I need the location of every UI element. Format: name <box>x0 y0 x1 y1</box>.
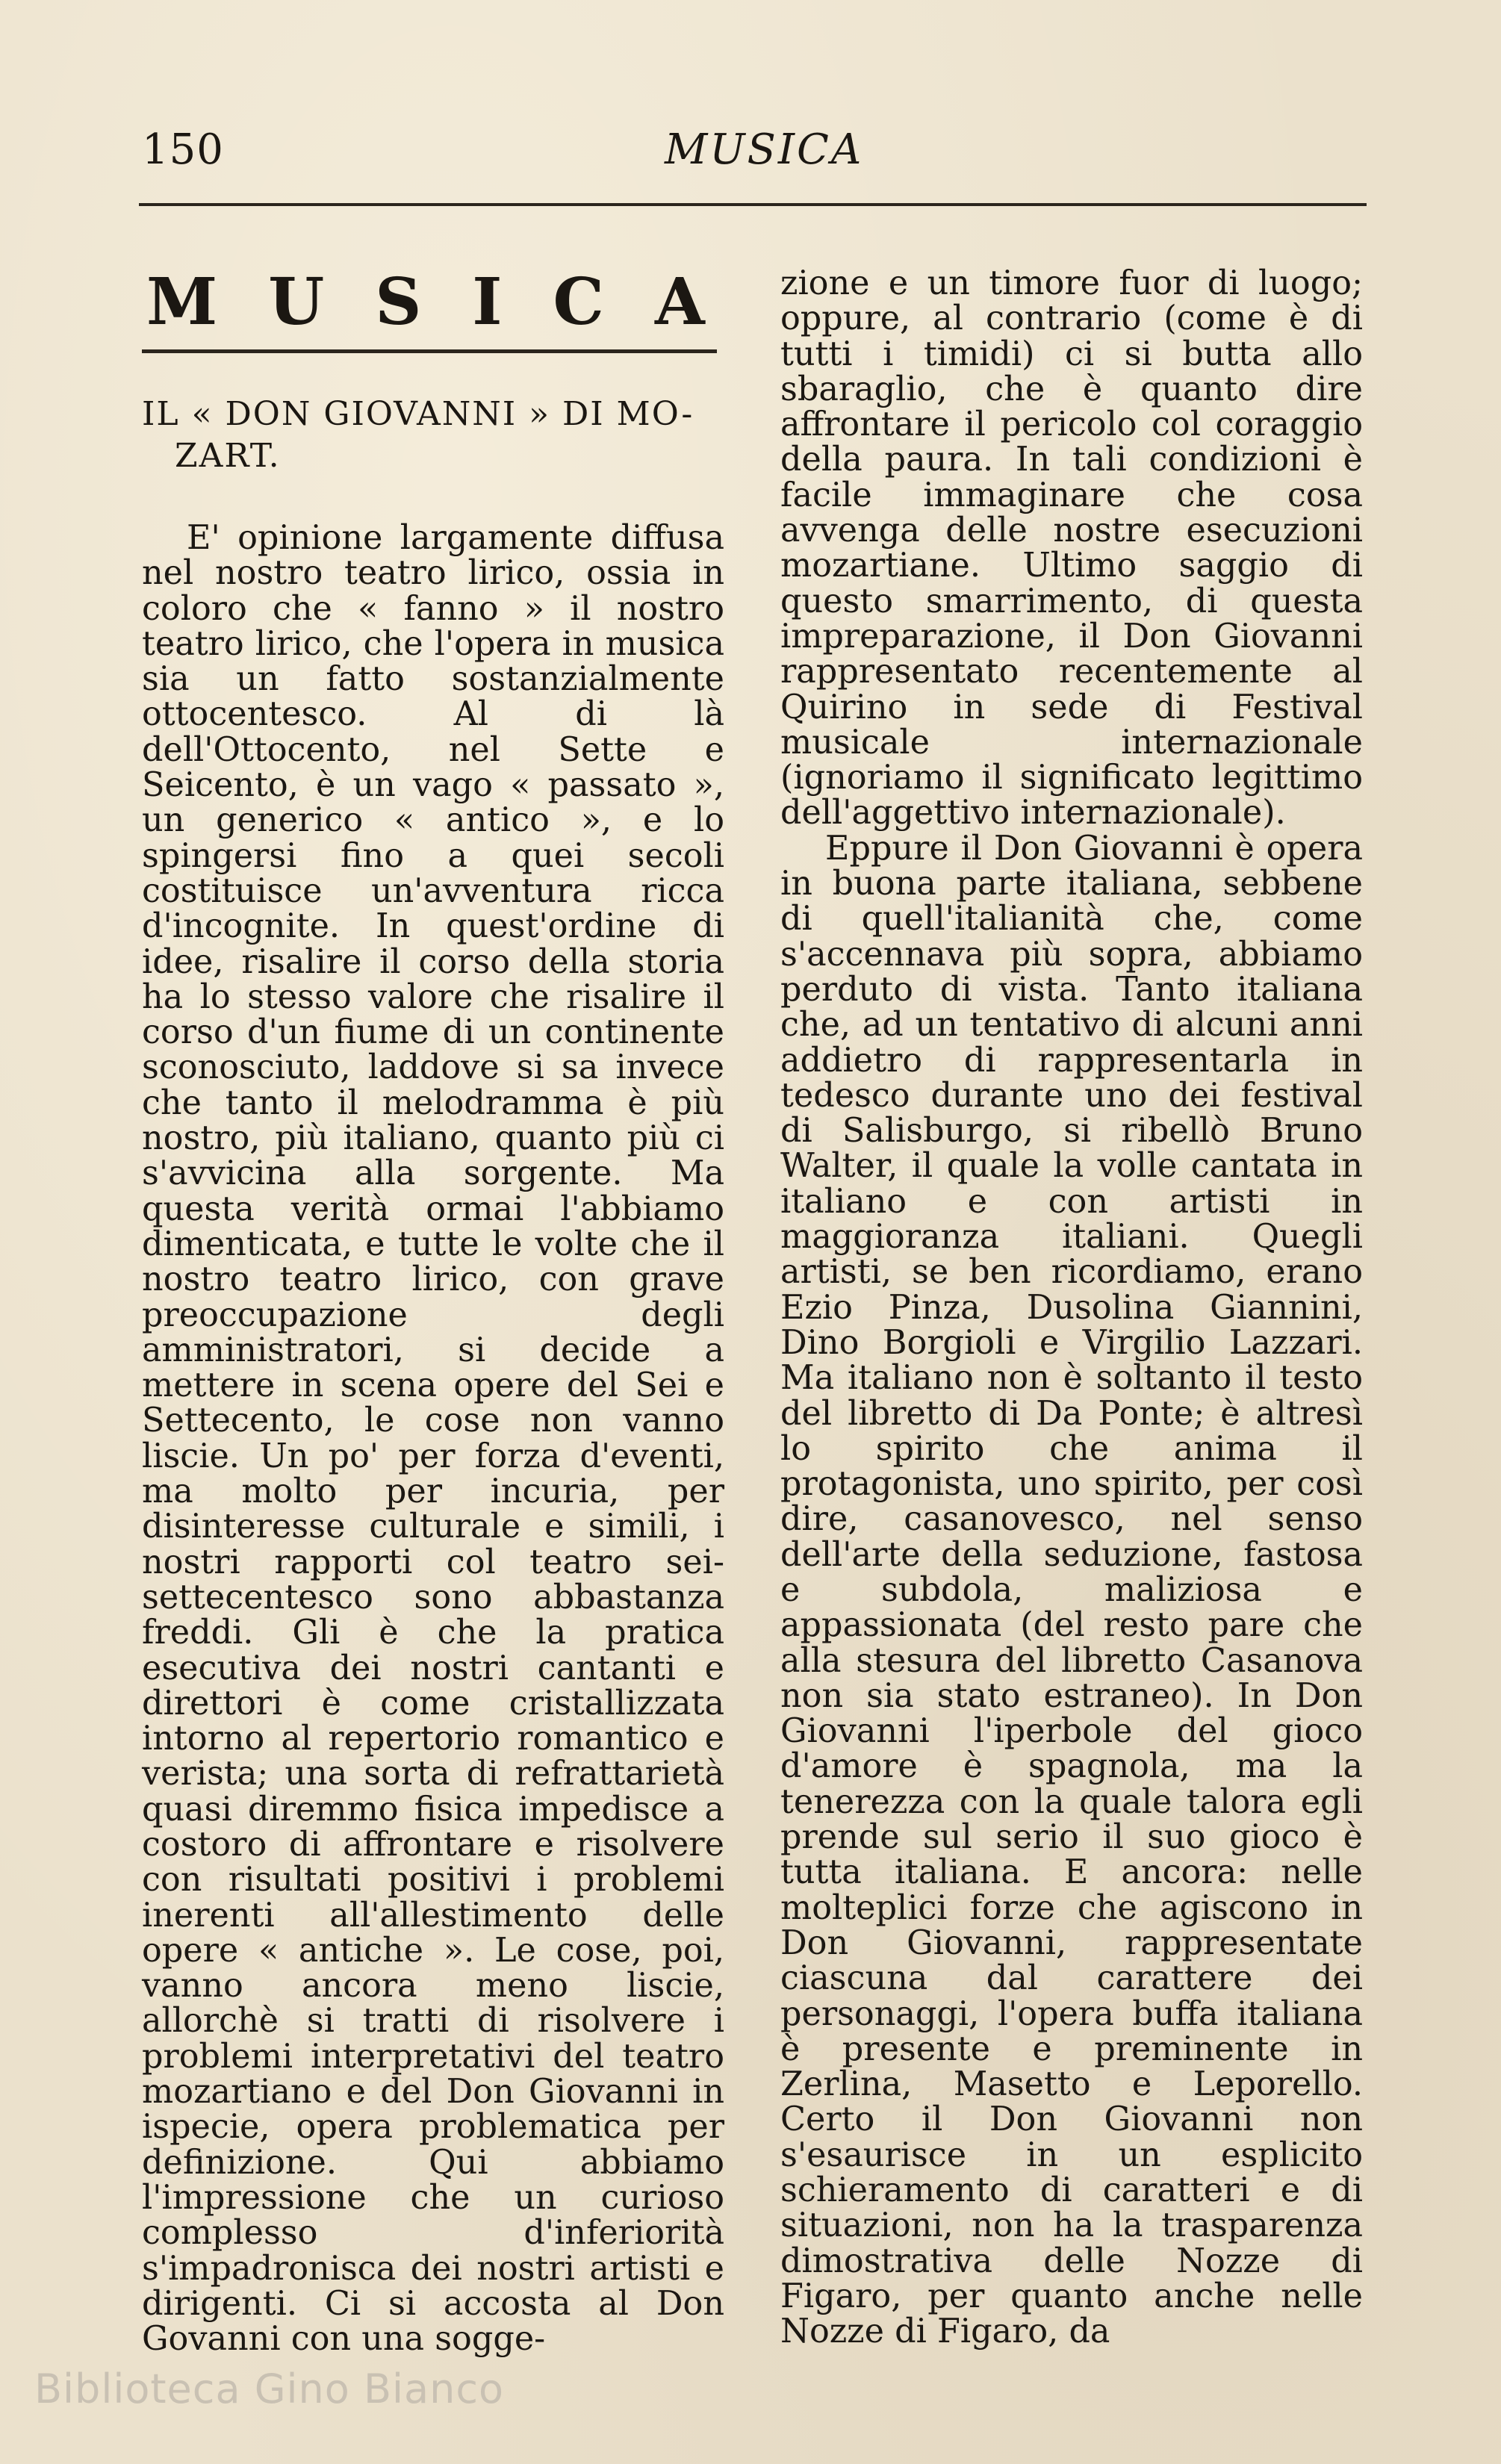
article-heading-line-1: IL « DON GIOVANNI » DI MO- <box>142 395 694 433</box>
section-title: MUSICA <box>146 264 756 340</box>
body-paragraph-right-1: zione e un timore fuor di luogo; oppure, al contrario (come è di tutti i timidi) ci si butta allo sbaraglio, che è quanto dire affrontare il pericolo col coraggio della paura. In tali condizioni è facile immaginare che cosa avvenga delle nostre esecuzioni mozartiane. Ultimo saggio di questo smarrimento, di questa impreparazione, il Don Giovanni rappresentato recentemente al Quirino in sede di Festival musicale internazionale (ignoriamo il significato legittimo dell'aggettivo internazionale). <box>780 264 1363 833</box>
body-paragraph-left: E' opinione largamente diffusa nel nostro teatro lirico, ossia in coloro che « fanno » il nostro teatro lirico, che l'opera in musica sia un fatto sostanzialmente ottocentesco. Al di là dell'Ottocento, nel Sette e Seicento, è un vago « passato », un generico « antico », e lo spingersi fino a quei secoli costituisce un'avventura ricca d'incognite. In quest'ordine di idee, risalire il corso della storia ha lo stesso valore che risalire il corso d'un fiume di un continente sconosciuto, laddove si sa invece che tanto il melodramma è più nostro, più italiano, quanto più ci s'avvicina alla sorgente. Ma questa verità ormai l'abbiamo dimenticata, e tutte le volte che il nostro teatro lirico, con grave preoccupazione degli amministratori, si decide a mettere in scena opere del Sei e Settecento, le cose non vanno liscie. Un po' per forza d'eventi, ma molto per incuria, per disinteresse culturale e simili, i nostri rapporti col teatro sei-settecentesco sono abbastanza freddi. Gli è che la pratica esecutiva dei nostri cantanti e direttori è come cristallizzata intorno al repertorio romantico e verista; una sorta di refrattarietà quasi diremmo fisica impedisce a costoro di affrontare e risolvere con risultati positivi i problemi inerenti all'allestimento delle opere « antiche ». Le cose, poi, vanno ancora meno liscie, allorchè si tratti di risolvere i problemi interpretativi del teatro mozartiano e del Don Giovanni in ispecie, opera problematica per definizione. Qui abbiamo l'impressione che un curioso complesso d'inferiorità s'impadronisca dei nostri artisti e dirigenti. Ci si accosta al Don Govanni con una sogge- <box>142 519 724 2359</box>
running-header <box>142 125 1367 193</box>
article-heading <box>142 393 724 477</box>
right-column <box>780 266 1363 2350</box>
article-heading-line-2: ZART. <box>175 437 281 475</box>
running-title: MUSICA <box>665 125 864 174</box>
library-watermark: Biblioteca Gino Bianco <box>34 2365 505 2412</box>
header-rule <box>139 203 1367 206</box>
body-paragraph-right-2: Eppure il Don Giovanni è opera in buona parte italiana, sebbene di quell'italianità che, come s'accennava più sopra, abbiamo perduto di vista. Tanto italiana che, ad un tentativo di alcuni anni addietro di rappresentarla in tedesco durante uno dei festival di Salisburgo, si ribellò Bruno Walter, il quale la volle cantata in italiano e con artisti in maggioranza italiani. Quegli artisti, se ben ricordiamo, erano Ezio Pinza, Dusolina Giannini, Dino Borgioli e Virgilio Lazzari. Ma italiano non è soltanto il testo del libretto di Da Ponte; è altresì lo spirito che anima il protagonista, uno spirito, per così dire, casanovesco, nel senso dell'arte della seduzione, fastosa e subdola, maliziosa e appassionata (del resto pare che alla stesura del libretto Casanova non sia stato estraneo). In Don Giovanni l'iperbole del gioco d'amore è spagnola, ma la tenerezza con la quale talora egli prende sul serio il suo gioco è tutta italiana. E ancora: nelle molteplici forze che agiscono in Don Giovanni, rappresentate ciascuna dal carattere dei personaggi, l'opera buffa italiana è presente e preminente in Zerlina, Masetto e Leporello. Certo il Don Giovanni non s'esaurisce in un esplicito schieramento di caratteri e di situazioni, non ha la trasparenza dimostrativa delle Nozze di Figaro, per quanto anche nelle Nozze di Figaro, da <box>780 829 1363 2351</box>
section-title-rule <box>142 349 717 353</box>
page-number: 150 <box>142 125 224 174</box>
left-column <box>142 261 756 2359</box>
